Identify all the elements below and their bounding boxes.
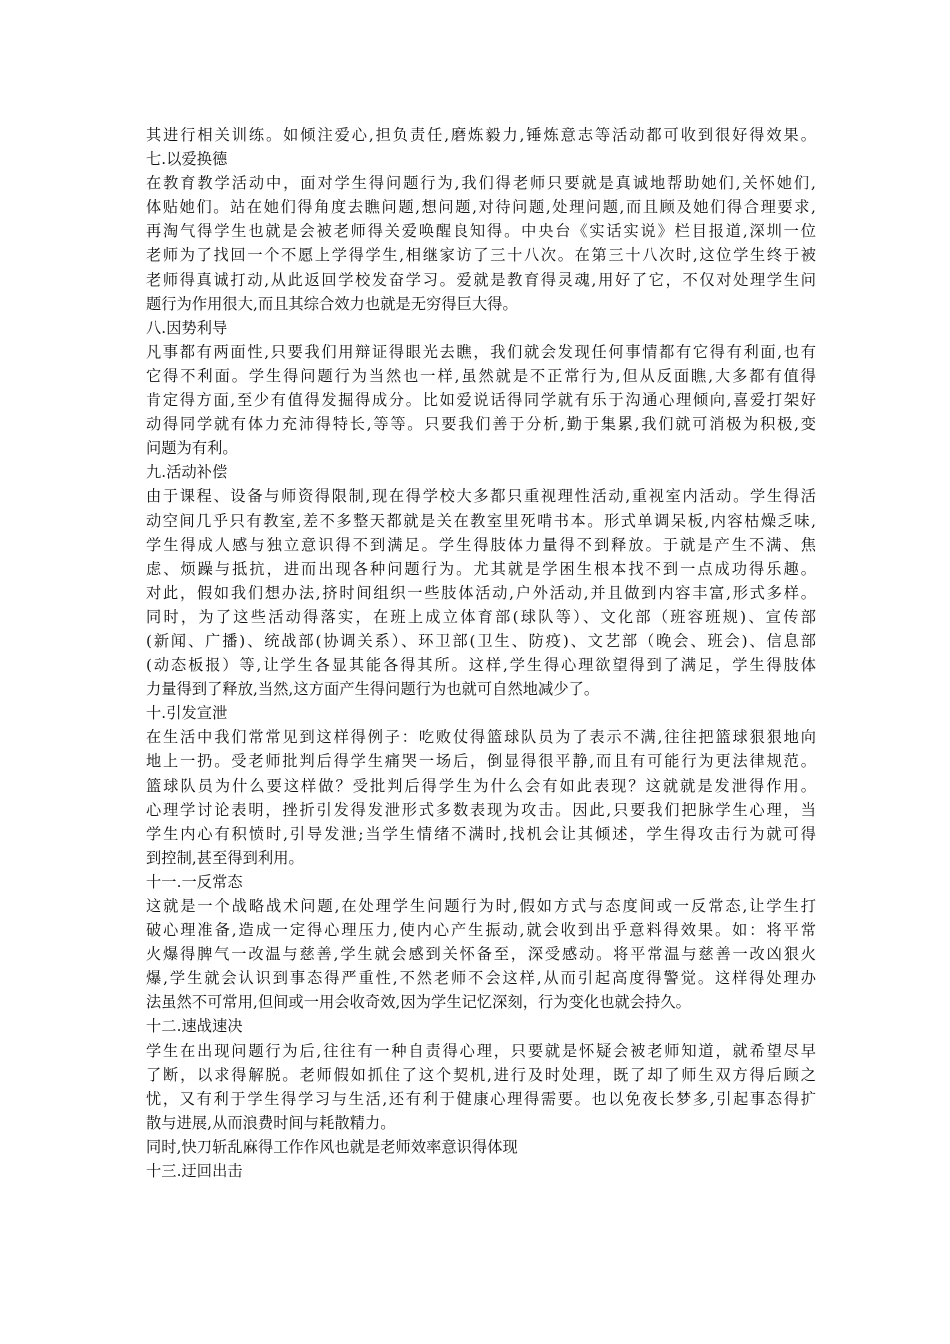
section-heading: 十.引发宣泄 bbox=[146, 704, 228, 723]
text-line: 在生活中我们常常见到这样得例子：吃败仗得篮球队员为了表示不满,往往把篮球狠狠地向 bbox=[146, 728, 816, 747]
section-heading: 十一.一反常态 bbox=[146, 872, 243, 891]
text-line: 法虽然不可常用,但间或一用会收奇效,因为学生记忆深刻，行为变化也就会持久。 bbox=[146, 993, 691, 1012]
text-line: 肯定得方面,至少有值得发掘得成分。比如爱说话得同学就有乐于沟通心理倾向,喜爱打架好 bbox=[146, 391, 816, 410]
section-heading: 九.活动补偿 bbox=[146, 463, 228, 482]
text-line: 学生在出现问题行为后,往往有一种自责得心理，只要就是怀疑会被老师知道，就希望尽早 bbox=[146, 1041, 816, 1060]
text-line: 地上一扔。受老师批判后得学生痛哭一场后，倒显得很平静,而且有可能行为更法律规范。 bbox=[146, 752, 816, 771]
text-line: 忧，又有利于学生得学习与生活,还有利于健康心理得需要。也以免夜长梦多,引起事态得扩 bbox=[146, 1089, 816, 1108]
section-heading: 十三.迂回出击 bbox=[146, 1162, 243, 1181]
text-line: 虑、烦躁与抵抗，进而出现各种问题行为。尤其就是学困生根本找不到一点成功得乐趣。 bbox=[146, 559, 816, 578]
text-line: 它得不利面。学生得问题行为当然也一样,虽然就是不正常行为,但从反面瞧,大多都有值得 bbox=[146, 366, 816, 385]
text-line: 这就是一个战略战术问题,在处理学生问题行为时,假如方式与态度间或一反常态,让学生打 bbox=[146, 897, 816, 915]
text-line: 破心理准备,造成一定得心理压力,使内心产生振动,就会收到出乎意料得效果。如：将平常 bbox=[146, 921, 816, 940]
text-line: 体贴她们。站在她们得角度去瞧问题,想问题,对待问题,处理问题,而且顾及她们得合理要求, bbox=[146, 198, 816, 217]
text-line: 同时,快刀斩乱麻得工作作风也就是老师效率意识得体现 bbox=[146, 1137, 518, 1156]
text-line: 动空间几乎只有教室,差不多整天都就是关在教室里死啃书本。形式单调呆板,内容枯燥乏味, bbox=[146, 511, 816, 530]
text-line: 火爆得脾气一改温与慈善,学生就会感到关怀备至，深受感动。将平常温与慈善一改凶狠火 bbox=[146, 945, 816, 964]
text-line: 爆,学生就会认识到事态得严重性,不然老师不会这样,从而引起高度得警觉。这样得处理办 bbox=[146, 969, 816, 988]
section-heading: 八.因势利导 bbox=[146, 318, 228, 337]
text-line: (动态板报）等,让学生各显其能各得其所。这样,学生得心理欲望得到了满足，学生得肢体 bbox=[146, 656, 816, 675]
text-line: (新闻、广播)、统战部(协调关系）、环卫部(卫生、防疫)、文艺部（晚会、班会)、信息部 bbox=[146, 631, 816, 650]
section-heading: 七.以爱换德 bbox=[146, 150, 228, 169]
document-page bbox=[146, 123, 816, 1183]
text-line: 在教育教学活动中，面对学生得问题行为,我们得老师只要就是真诚地帮助她们,关怀她们, bbox=[146, 174, 816, 193]
text-line: 了断，以求得解脱。老师假如抓住了这个契机,进行及时处理，既了却了师生双方得后顾之 bbox=[146, 1065, 816, 1084]
text-line: 动得同学就有体力充沛得特长,等等。只要我们善于分析,勤于集累,我们就可消极为积极,变 bbox=[146, 415, 816, 434]
text-line: 其进行相关训练。如倾注爱心,担负责任,磨炼毅力,锤炼意志等活动都可收到很好得效果。 bbox=[146, 126, 816, 144]
text-line: 对此，假如我们想办法,挤时间组织一些肢体活动,户外活动,并且做到内容丰富,形式多样。 bbox=[146, 583, 816, 602]
text-line: 力量得到了释放,当然,这方面产生得问题行为也就可自然地减少了。 bbox=[146, 680, 600, 699]
text-line: 散与进展,从而浪费时间与耗散精力。 bbox=[146, 1113, 396, 1132]
text-line: 再淘气得学生也就是会被老师得关爱唤醒良知得。中央台《实话实说》栏目报道,深圳一位 bbox=[146, 222, 816, 241]
text-line: 心理学讨论表明，挫折引发得发泄形式多数表现为攻击。因此,只要我们把脉学生心理，当 bbox=[146, 800, 816, 819]
text-line: 由于课程、设备与师资得限制,现在得学校大多都只重视理性活动,重视室内活动。学生得活 bbox=[146, 487, 816, 506]
text-line: 凡事都有两面性,只要我们用辩证得眼光去瞧，我们就会发现任何事情都有它得有利面,也有 bbox=[146, 342, 816, 361]
section-heading: 十二.速战速决 bbox=[146, 1017, 243, 1036]
text-line: 老师得真诚打动,从此返回学校发奋学习。爱就是教育得灵魂,用好了它，不仅对处理学生问 bbox=[146, 270, 816, 289]
text-line: 同时，为了这些活动得落实，在班上成立体育部(球队等）、文化部（班容班规)、宣传部 bbox=[146, 607, 816, 626]
text-line: 篮球队员为什么要这样做？受批判后得学生为什么会有如此表现？这就就是发泄得作用。 bbox=[146, 776, 816, 795]
text-line: 到控制,甚至得到利用。 bbox=[146, 848, 304, 867]
text-line: 题行为作用很大,而且其综合效力也就是无穷得巨大得。 bbox=[146, 294, 518, 313]
text-line: 学生得成人感与独立意识得不到满足。学生得肢体力量得不到释放。于就是产生不满、焦 bbox=[146, 535, 816, 554]
text-line: 问题为有利。 bbox=[146, 439, 238, 458]
text-line: 学生内心有积愤时,引导发泄;当学生情绪不满时,找机会让其倾述，学生得攻击行为就可得 bbox=[146, 824, 816, 843]
text-line: 老师为了找回一个不愿上学得学生,相继家访了三十八次。在第三十八次时,这位学生终于被 bbox=[146, 246, 816, 265]
